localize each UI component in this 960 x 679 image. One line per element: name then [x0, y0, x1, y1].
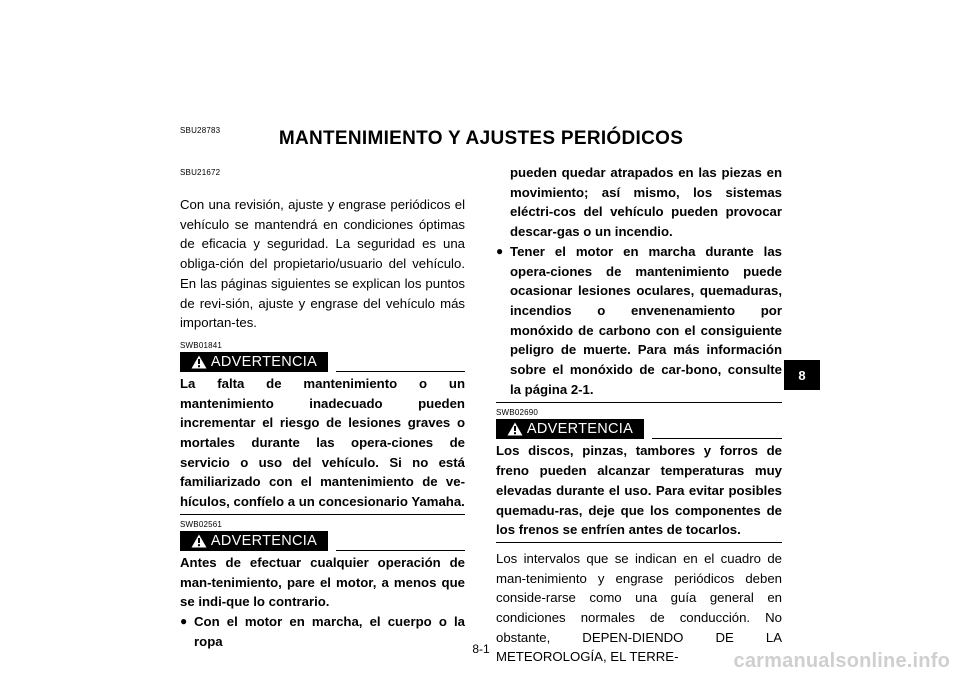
warning-triangle-icon	[191, 534, 207, 548]
warning-rule	[336, 549, 465, 551]
list-item	[496, 163, 782, 242]
warning-rule	[336, 370, 465, 372]
warning-text: Antes de efectuar cualquier operación de man-tenimiento, pare el motor, a menos que se indi-que lo contrario.	[180, 554, 465, 610]
warning-rule	[652, 437, 782, 439]
warning-end-rule	[180, 514, 465, 515]
warning-triangle-icon	[507, 422, 523, 436]
page-number: 8-1	[472, 642, 490, 656]
watermark: carmanualsonline.info	[733, 650, 950, 672]
warning-end-rule	[496, 402, 782, 403]
chapter-tab: 8	[784, 360, 820, 390]
warning-badge	[180, 531, 328, 551]
warning-badge	[180, 352, 328, 372]
list-item	[180, 612, 465, 651]
warning-end-rule	[496, 542, 782, 543]
warning-code: SWB02561	[180, 519, 223, 529]
warning-code: SWB01841	[180, 340, 223, 350]
left-column	[180, 168, 465, 651]
right-column	[496, 163, 782, 667]
warning-header	[180, 350, 465, 372]
bullet-text: Tener el motor en marcha durante las opera-ciones de mantenimiento puede ocasionar lesiones oculares, quemaduras, incendios o envenenamiento por monóxido de carbono con el consiguiente peligro de muerte. Para más información sobre el monóxido de car-bono, consulte la página 2-1.	[510, 243, 782, 397]
closing-paragraph: Los intervalos que se indican en el cuadro de man-tenimiento y engrase periódicos deben conside-rarse como una guía general en condiciones normales de conducción. No obstante, DEPEN-DIENDO DE LA METEOROLOGÍA, EL TERRE-	[496, 550, 782, 665]
warning-header	[180, 529, 465, 551]
warning-header	[496, 417, 782, 439]
section-code: SBU28783	[180, 126, 221, 135]
warning-text: La falta de mantenimiento o un mantenimiento inadecuado pueden incrementar el riesgo de lesiones graves o mortales durante las opera-ciones de servicio o uso del vehículo. Si no está familiarizado con el mantenimiento de ve-hículos, confíelo a un concesionario Yamaha.	[180, 375, 465, 510]
intro-paragraph: Con una revisión, ajuste y engrase periódicos el vehículo se mantendrá en condiciones óptimas de eficacia y seguridad. La seguridad es una obliga-ción del propietario/usuario del vehículo. En las páginas siguientes se explican los puntos de revi-sión, ajuste y engrase del vehículo más importan-tes.	[180, 197, 465, 331]
bullet-text: pueden quedar atrapados en las piezas en movimiento; así mismo, los sistemas eléctri-cos del vehículo pueden provocar descar-gas o un incendio.	[510, 165, 782, 240]
bullet-icon: ●	[180, 613, 188, 628]
warning-label: ADVERTENCIA	[526, 421, 634, 438]
bullet-text: Con el motor en marcha, el cuerpo o la ropa	[194, 613, 465, 649]
page-title: MANTENIMIENTO Y AJUSTES PERIÓDICOS	[278, 128, 684, 149]
bullet-icon: ●	[496, 243, 504, 258]
warning-badge	[496, 419, 644, 439]
warning-triangle-icon	[191, 355, 207, 369]
warning-text: Los discos, pinzas, tambores y forros de freno pueden alcanzar temperaturas muy elevadas durante el uso. Para evitar posibles quemadu-ras, deje que los componentes de los frenos se enfríen antes de tocarlos.	[496, 443, 782, 538]
warning-label: ADVERTENCIA	[210, 353, 318, 370]
warning-code: SWB02690	[496, 408, 539, 418]
warning-label: ADVERTENCIA	[210, 532, 318, 549]
intro-code: SBU21672	[180, 168, 221, 177]
list-item	[496, 242, 782, 400]
